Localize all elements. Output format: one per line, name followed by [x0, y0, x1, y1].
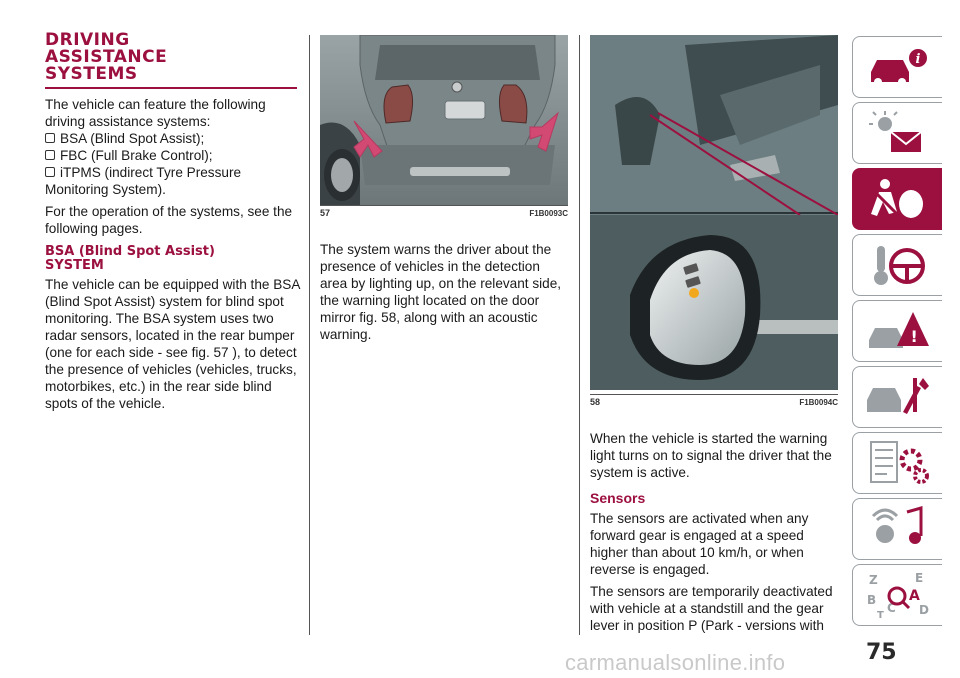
tab-servicing-care[interactable] — [852, 366, 942, 428]
bsa-paragraph-1: The vehicle can be equipped with the BSA (Blind Spot Assist) system for blind spot monitoring. The BSA system uses two radar sensors, located in the rear bumper (one for each side - see fig. 57 ), to detect the presence of vehicles (vehicles, trucks, motorbikes, etc.) in the rear side blind spots of the vehicle. — [45, 277, 300, 411]
safety-airbag-icon — [863, 174, 933, 224]
tab-in-emergency[interactable] — [852, 300, 942, 362]
operation-note: For the operation of the systems, see the following pages. — [45, 204, 293, 236]
figure-58-door-mirror — [590, 35, 838, 390]
index-letter: D — [918, 603, 929, 617]
sensors-paragraph-2: The sensors are temporarily deactivated with vehicle at a standstill and the gear lever in position P (Park - versions with — [590, 584, 833, 633]
section-title — [45, 32, 300, 83]
key-steering-icon — [863, 240, 933, 290]
bsa-heading — [45, 245, 300, 273]
rear-car-illustration — [320, 35, 568, 205]
left-column — [45, 32, 300, 412]
light-mail-icon — [863, 108, 933, 158]
middle-column — [320, 241, 570, 343]
caption-rule — [320, 205, 568, 206]
sensors-heading: Sensors — [590, 490, 646, 506]
door-mirror-illustration — [590, 35, 838, 390]
section-title-line: SYSTEMS — [45, 64, 138, 84]
page-number: 75 — [866, 640, 897, 665]
checkbox-bullet-icon — [45, 167, 55, 177]
tab-dashboard[interactable] — [852, 102, 942, 164]
systems-list — [45, 130, 300, 198]
list-item: BSA (Blind Spot Assist); — [45, 130, 300, 147]
sensors-paragraph-1: The sensors are activated when any forward gear is engaged at a speed higher than about 10 km/h, or when reverse is engaged. — [590, 511, 809, 577]
index-letter: C — [886, 601, 896, 615]
index-letter: A — [908, 588, 920, 604]
tab-starting-driving[interactable] — [852, 234, 942, 296]
alphabetical-index-icon — [863, 570, 933, 620]
multimedia-icon — [863, 504, 933, 554]
title-underline — [45, 87, 297, 89]
index-letter: Z — [868, 573, 878, 587]
tab-getting-to-know-car[interactable] — [852, 36, 942, 98]
figure-57-rear-bumper — [320, 35, 568, 205]
section-title-line: ASSISTANCE — [45, 47, 168, 67]
car-warning-icon — [863, 306, 933, 356]
figure-number: 58 — [590, 397, 601, 407]
column-divider — [579, 35, 580, 635]
checkbox-bullet-icon — [45, 150, 55, 160]
tab-index[interactable] — [852, 564, 942, 626]
caption-rule — [590, 394, 838, 395]
figure-code: F1B0094C — [799, 398, 838, 407]
svg-text:i: i — [915, 52, 920, 67]
checkbox-bullet-icon — [45, 133, 55, 143]
bsa-paragraph-3: When the vehicle is started the warning light turns on to signal the driver that the system is active. — [590, 431, 832, 480]
figure-number: 57 — [320, 208, 331, 218]
car-info-icon — [863, 42, 933, 92]
chapter-tabs — [852, 36, 942, 630]
right-column — [590, 430, 840, 634]
svg-text:!: ! — [910, 327, 918, 346]
list-item: FBC (Full Brake Control); — [45, 147, 300, 164]
index-letter: B — [866, 593, 876, 607]
watermark: carmanualsonline.info — [565, 650, 786, 675]
figure-58-caption — [590, 397, 838, 413]
index-letter: T — [876, 610, 884, 620]
section-title-line: DRIVING — [45, 30, 130, 50]
intro-text: The vehicle can feature the following driving assistance systems: — [45, 97, 266, 129]
column-divider — [309, 35, 310, 635]
figure-code: F1B0093C — [529, 209, 568, 218]
list-item-continuation: Monitoring System). — [45, 182, 166, 197]
bsa-paragraph-2: The system warns the driver about the presence of vehicles in the detection area by lighting up, on the relevant side, the warning light located on the door mirror fig. 58, along with an acoustic warning. — [320, 242, 562, 342]
bsa-heading-line: SYSTEM — [45, 258, 104, 273]
index-letter: E — [914, 571, 923, 585]
tab-multimedia[interactable] — [852, 498, 942, 560]
data-gears-icon — [863, 438, 933, 488]
car-tools-icon — [863, 372, 933, 422]
tab-safety[interactable] — [852, 168, 942, 230]
tab-technical-data[interactable] — [852, 432, 942, 494]
list-item: iTPMS (indirect Tyre Pressure — [45, 164, 300, 181]
bsa-heading-line: BSA (Blind Spot Assist) — [45, 244, 215, 259]
figure-57-caption — [320, 208, 568, 224]
